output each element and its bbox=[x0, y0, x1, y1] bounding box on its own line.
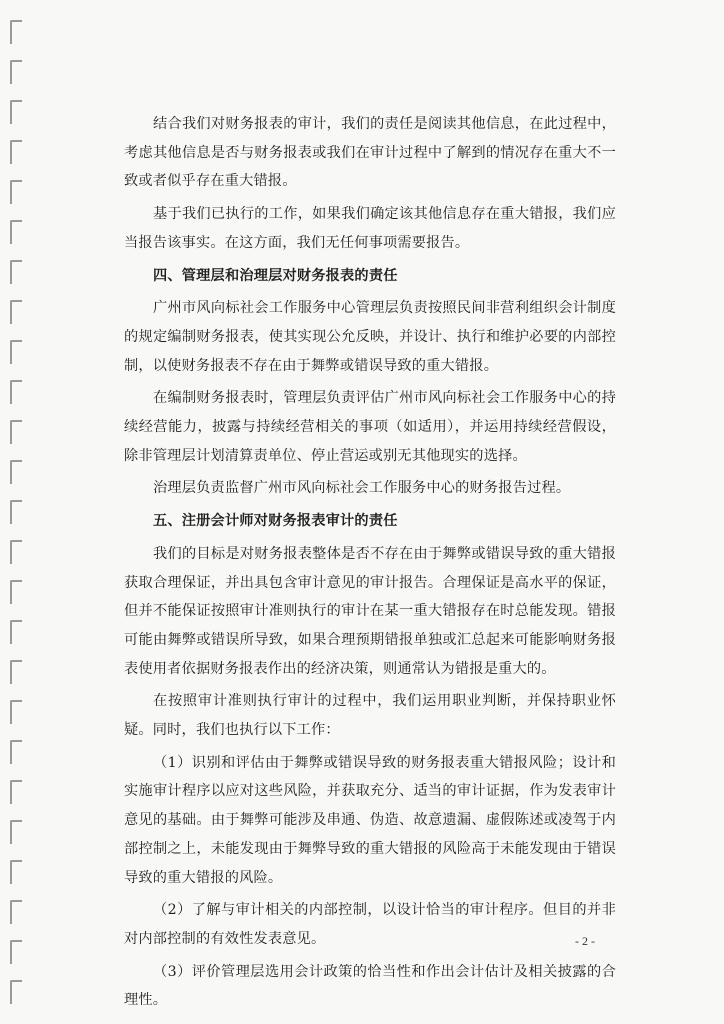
binding-hole-mark bbox=[10, 20, 22, 44]
paragraph-audit-objective: 我们的目标是对财务报表整体是否不存在由于舞弊或错误导致的重大错报获取合理保证，并出具包含审计意见的审计报告。合理保证是高水平的保证，但并不能保证按照审计准则执行的审计在某一重大错报存在时总能发现。错报可能由舞弊或错误所导致，如果合理预期错报单独或汇总起来可能影响财务报表使用者依据财务报表作出的经济决策，则通常认为错报是重大的。 bbox=[124, 545, 616, 677]
binding-hole-mark bbox=[10, 300, 22, 324]
binding-hole-mark bbox=[10, 780, 22, 804]
paragraph-management-1: 广州市风向标社会工作服务中心管理层负责按照民间非营利组织会计制度的规定编制财务报表，使其实现公允反映，并设计、执行和维护必要的内部控制，以使财务报表不存在由于舞弊或错误导致的重大错报。 bbox=[124, 300, 616, 374]
binding-hole-mark bbox=[10, 60, 22, 84]
binding-hole-mark bbox=[10, 860, 22, 884]
document-body bbox=[124, 110, 616, 1015]
binding-hole-mark bbox=[10, 900, 22, 924]
paragraph-professional-judgment: 在按照审计准则执行审计的过程中，我们运用职业判断，并保持职业怀疑。同时，我们也执行以下工作： bbox=[124, 693, 616, 739]
binding-hole-mark bbox=[10, 100, 22, 124]
paragraph-other-info-2: 基于我们已执行的工作，如果我们确定该其他信息存在重大错报，我们应当报告该事实。在这方面，我们无任何事项需要报告。 bbox=[124, 206, 616, 251]
paragraph-management-2: 在编制财务报表时，管理层负责评估广州市风向标社会工作服务中心的持续经营能力，披露与持续经营相关的事项（如适用），并运用持续经营假设，除非管理层计划清算责单位、停止营运或别无其他现实的选择。 bbox=[124, 390, 616, 464]
paragraph-item-2: （2）了解与审计相关的内部控制，以设计恰当的审计程序。但目的并非对内部控制的有效性发表意见。 bbox=[124, 902, 616, 947]
binding-hole-mark bbox=[10, 220, 22, 244]
paragraph-governance: 治理层负责监督广州市风向标社会工作服务中心的财务报告过程。 bbox=[153, 480, 571, 497]
binding-hole-mark bbox=[10, 700, 22, 724]
binding-hole-mark bbox=[10, 500, 22, 524]
page-number: - 2 - bbox=[575, 934, 595, 948]
binding-hole-mark bbox=[10, 460, 22, 484]
binding-holes bbox=[10, 20, 26, 1010]
binding-hole-mark bbox=[10, 580, 22, 604]
binding-hole-mark bbox=[10, 180, 22, 204]
binding-hole-mark bbox=[10, 820, 22, 844]
binding-hole-mark bbox=[10, 340, 22, 364]
binding-hole-mark bbox=[10, 540, 22, 564]
binding-hole-mark bbox=[10, 620, 22, 644]
heading-management-responsibility: 四、管理层和治理层对财务报表的责任 bbox=[153, 267, 398, 284]
paragraph-item-3: （3）评价管理层选用会计政策的恰当性和作出会计估计及相关披露的合理性。 bbox=[124, 963, 616, 1009]
binding-hole-mark bbox=[10, 420, 22, 444]
heading-auditor-responsibility: 五、注册会计师对财务报表审计的责任 bbox=[153, 513, 398, 530]
binding-hole-mark bbox=[10, 260, 22, 284]
binding-hole-mark bbox=[10, 740, 22, 764]
binding-hole-mark bbox=[10, 940, 22, 964]
binding-hole-mark bbox=[10, 140, 22, 164]
binding-hole-mark bbox=[10, 980, 22, 1004]
paragraph-item-1: （1）识别和评估由于舞弊或错误导致的财务报表重大错报风险；设计和实施审计程序以应对这些风险，并获取充分、适当的审计证据，作为发表审计意见的基础。由于舞弊可能涉及串通、伪造、故意遗漏、虚假陈述或凌驾于内部控制之上，未能发现由于舞弊导致的重大错报的风险高于未能发现由于错误导致的重大错报的风险。 bbox=[124, 754, 616, 886]
binding-hole-mark bbox=[10, 380, 22, 404]
paragraph-other-info-1: 结合我们对财务报表的审计，我们的责任是阅读其他信息，在此过程中，考虑其他信息是否与财务报表或我们在审计过程中了解到的情况存在重大不一致或者似乎存在重大错报。 bbox=[124, 116, 616, 190]
binding-hole-mark bbox=[10, 660, 22, 684]
